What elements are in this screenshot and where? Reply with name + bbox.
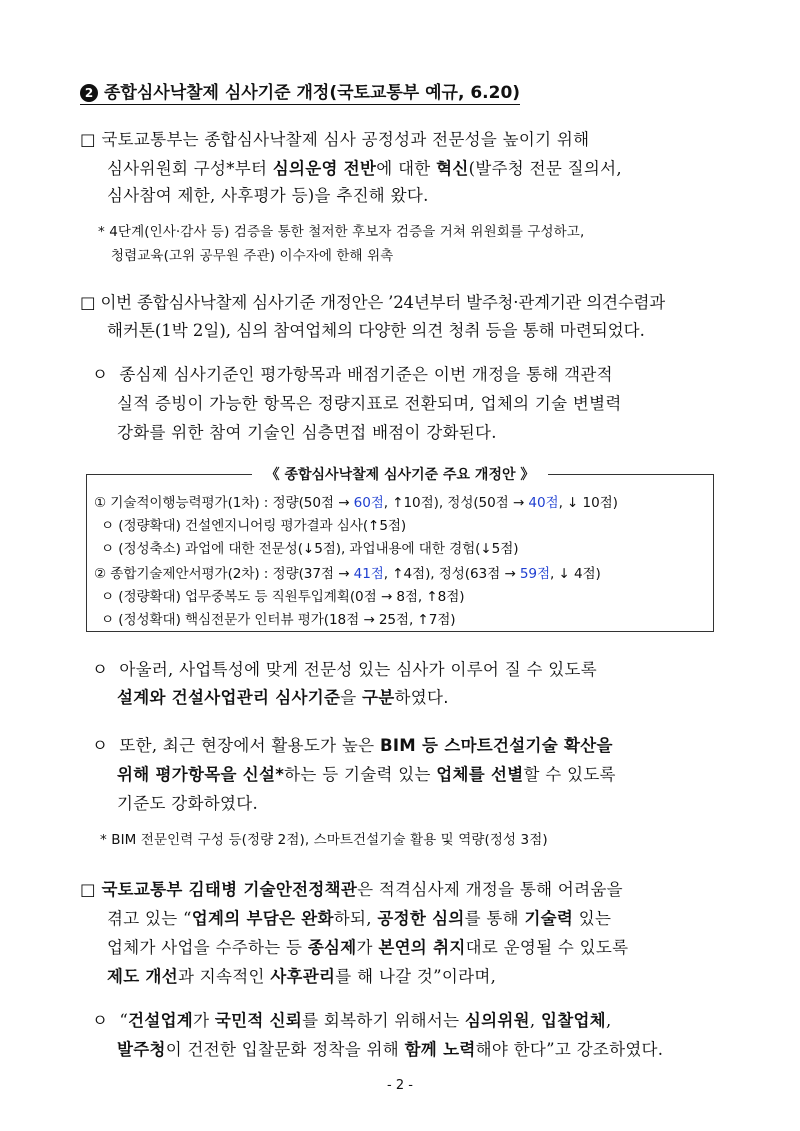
bullet-circle: ㅇ	[92, 660, 109, 679]
para2-line2: 해커톤(1박 2일), 심의 참여업체의 다양한 의견 청취 등을 통해 마련되었다.	[107, 321, 645, 340]
box-item1: ① 기술적이행능력평가(1차) : 정량(50점 → 60점, ↑10점), 정성(50점 → 40점, ↓ 10점)	[94, 495, 618, 511]
para3-line2: 실적 증빙이 가능한 항목은 정량지표로 전환되며, 업체의 기술 변별력	[117, 394, 622, 413]
box-sub1: ㅇ (정량확대) 건설엔지니어링 평가결과 심사(↑5점)	[101, 518, 407, 534]
para7-line2: 발주청이 건전한 입찰문화 정착을 위해 함께 노력해야 한다”고 강조하였다.	[117, 1040, 664, 1059]
para1-note-line1: * 4단계(인사·감사 등) 검증을 통한 철저한 후보자 검증을 거쳐 위원회를 구성하고,	[98, 224, 585, 240]
number-mark: 2	[80, 84, 98, 102]
para1-note-line2: 청렴교육(고위 공무원 주관) 이수자에 한해 위촉	[111, 248, 394, 264]
para1-line1: □ 국토교통부는 종합심사낙찰제 심사 공정성과 전문성을 높이기 위해	[80, 130, 590, 149]
para5-line1: ㅇ 또한, 최근 현장에서 활용도가 높은 BIM 등 스마트건설기술 확산을	[92, 736, 613, 755]
para6-line2: 겪고 있는 “업계의 부담은 완화하되, 공정한 심의를 통해 기술력 있는	[107, 909, 612, 928]
heading-text: 종합심사낙찰제 심사기준 개정(국토교통부 예규, 6.20)	[104, 83, 521, 103]
summary-box-title: 《 종합심사낙찰제 심사기준 주요 개정안 》	[87, 464, 713, 484]
para5-line3: 기준도 강화하였다.	[117, 794, 259, 813]
bullet-square: □	[80, 293, 96, 312]
bullet-square: □	[80, 880, 96, 899]
bullet-square: □	[80, 130, 96, 149]
para6-line3: 업체가 사업을 수주하는 등 종심제가 본연의 취지대로 운영될 수 있도록	[107, 938, 629, 957]
para3-line3: 강화를 위한 참여 기술인 심층면접 배점이 강화된다.	[117, 423, 497, 442]
summary-box	[86, 467, 714, 632]
para3-line1: ㅇ 종심제 심사기준인 평가항목과 배점기준은 이번 개정을 통해 객관적	[92, 365, 613, 384]
box-item2: ② 종합기술제안서평가(2차) : 정량(37점 → 41점, ↑4점), 정성(63점 → 59점, ↓ 4점)	[94, 566, 601, 582]
section-heading	[80, 78, 520, 105]
para1-line2: 심사위원회 구성*부터 심의운영 전반에 대한 혁신(발주청 전문 질의서,	[107, 159, 622, 178]
para5-line2: 위해 평가항목을 신설*하는 등 기술력 있는 업체를 선별할 수 있도록	[117, 765, 616, 784]
para2-line1: □ 이번 종합심사낙찰제 심사기준 개정안은 ’24년부터 발주청·관계기관 의견수렴과	[80, 293, 666, 312]
para4-line2: 설계와 건설사업관리 심사기준을 구분하였다.	[117, 688, 449, 707]
box-sub3: ㅇ (정량확대) 업무중복도 등 직원투입계획(0점 → 8점, ↑8점)	[101, 589, 465, 605]
bullet-circle: ㅇ	[92, 736, 109, 755]
para1-line3: 심사참여 제한, 사후평가 등)을 추진해 왔다.	[107, 186, 429, 205]
box-sub2: ㅇ (정성축소) 과업에 대한 전문성(↓5점), 과업내용에 대한 경험(↓5점)	[101, 541, 519, 557]
bullet-circle: ㅇ	[92, 365, 109, 384]
bullet-circle: ㅇ	[92, 1011, 109, 1030]
box-sub4: ㅇ (정성확대) 핵심전문가 인터뷰 평가(18점 → 25점, ↑7점)	[101, 612, 456, 628]
para6-line1: □ 국토교통부 김태병 기술안전정책관은 적격심사제 개정을 통해 어려움을	[80, 880, 623, 899]
page-number: - 2 -	[387, 1078, 413, 1093]
para5-note: * BIM 전문인력 구성 등(정량 2점), 스마트건설기술 활용 및 역량(정성 3점)	[100, 832, 548, 848]
para4-line1: ㅇ 아울러, 사업특성에 맞게 전문성 있는 심사가 이루어 질 수 있도록	[92, 660, 598, 679]
para7-line1: ㅇ “건설업계가 국민적 신뢰를 회복하기 위해서는 심의위원, 입찰업체,	[92, 1011, 612, 1030]
para6-line4: 제도 개선과 지속적인 사후관리를 해 나갈 것”이라며,	[107, 967, 497, 986]
